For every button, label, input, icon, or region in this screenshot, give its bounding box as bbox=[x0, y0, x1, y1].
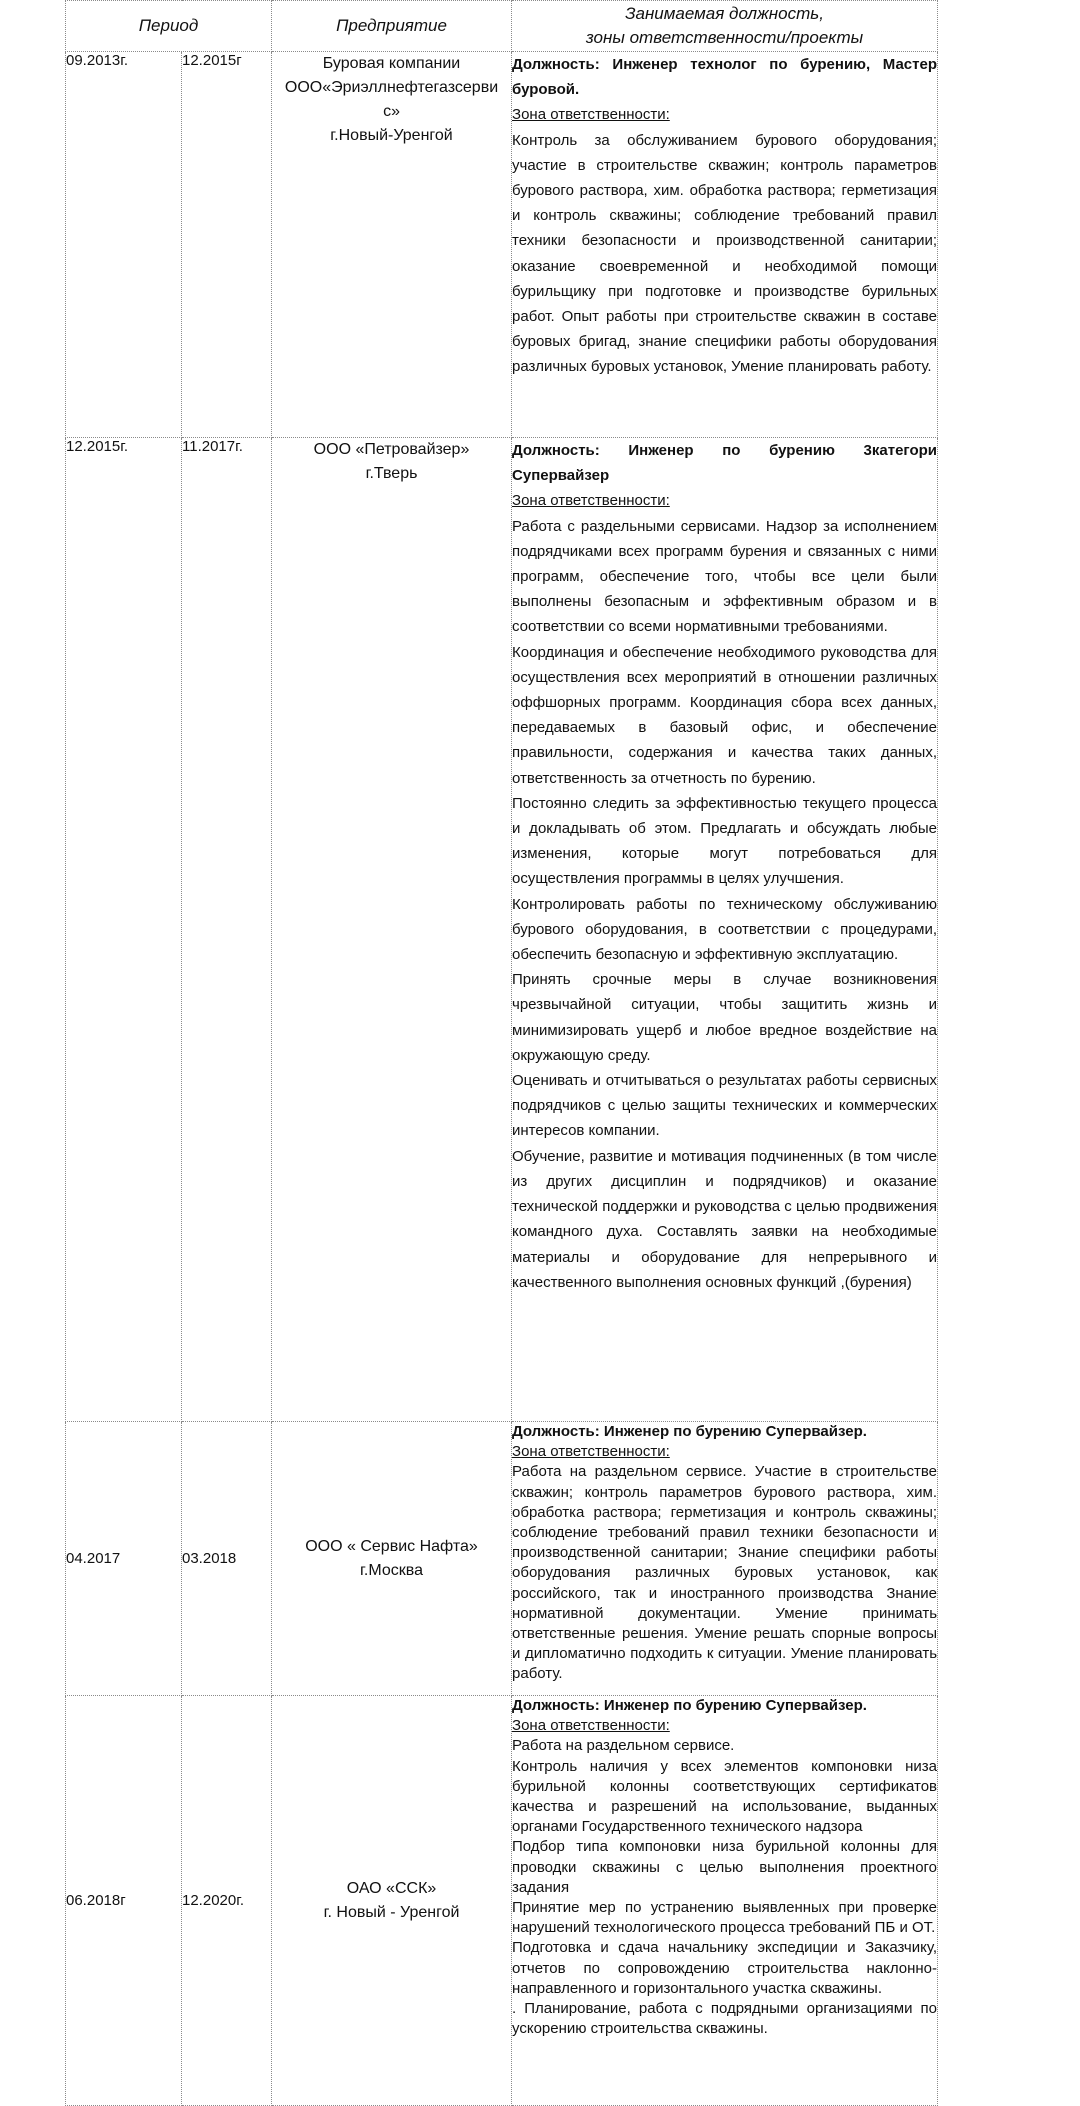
table-row bbox=[66, 1696, 938, 2106]
table-row bbox=[66, 52, 938, 438]
responsibility-label: Зона ответственности: bbox=[512, 492, 670, 510]
company-cell bbox=[272, 52, 512, 438]
company-cell bbox=[272, 1422, 512, 1696]
responsibility-paragraph: Контроль наличия у всех элементов компоновки низа бурильной колонны соответствующих сертификатов качества и разрешений на использование, выданных органами Государственного технического надзора bbox=[512, 1757, 938, 1836]
period-from: 06.2018г bbox=[66, 1696, 182, 2106]
description-cell bbox=[512, 1422, 938, 1696]
company-cell bbox=[272, 1696, 512, 2106]
header-position-line2: зоны ответственности/проекты bbox=[585, 28, 864, 47]
responsibility-paragraph: Работа с раздельными сервисами. Надзор за исполнением подрядчиками всех программ бурения и связанных с ними программ, обеспечение того, чтобы все цели были выполнены безопасным и эффективным образом и в соответствии со всеми нормативными требованиями. bbox=[512, 517, 938, 636]
period-from: 12.2015г. bbox=[66, 438, 182, 1422]
company-cell bbox=[272, 438, 512, 1422]
header-position bbox=[512, 1, 938, 52]
company-line: г.Новый-Уренгой bbox=[330, 127, 453, 144]
responsibility-label: Зона ответственности: bbox=[512, 1443, 670, 1461]
responsibility-paragraph: Контроль за обслуживанием бурового оборудования; участие в строительстве скважин; контроль параметров бурового раствора, хим. обработка раствора; герметизация и контроль скважины; соблюдение требований правил техники безопасности и производственной санитарии; оказание своевременной и необходимой помощи бурильщику при подготовке и производстве бурильных работ. Опыт работы при строительстве скважин в составе буровых бригад, знание специфики работы оборудования различных буровых установок, Умение планировать работу. bbox=[512, 131, 938, 376]
position-title: Должность: Инженер технолог по бурению, Мастер буровой. bbox=[512, 56, 938, 99]
responsibility-paragraph: Обучение, развитие и мотивация подчиненных (в том числе из других дисциплин и подрядчиков) и оказание технической поддержки и руководства с целью продвижения командного духа. Составлять заявки на необходимые материалы и оборудование для непрерывного и качественного выполнения основных функций ,(бурения) bbox=[512, 1147, 938, 1291]
period-from: 09.2013г. bbox=[66, 52, 182, 438]
responsibility-paragraph: Работа на раздельном сервисе. bbox=[512, 1737, 735, 1755]
position-title: Должность: Инженер по бурению Супервайзер. bbox=[512, 1423, 867, 1440]
company-line: г.Москва bbox=[360, 1561, 423, 1579]
responsibility-paragraph: Принять срочные меры в случае возникновения чрезвычайной ситуации, чтобы защитить жизнь и минимизировать ущерб и любое вредное воздействие на окружающую среду. bbox=[512, 971, 938, 1064]
company-line: ОАО «ССК» bbox=[346, 1879, 437, 1897]
company-line: ООО «Петровайзер» bbox=[313, 441, 470, 458]
period-from: 04.2017 bbox=[66, 1422, 182, 1696]
responsibility-label: Зона ответственности: bbox=[512, 106, 670, 124]
company-line: г.Тверь bbox=[365, 465, 418, 482]
table-row bbox=[66, 438, 938, 1422]
responsibility-paragraph: Оценивать и отчитываться о результатах работы сервисных подрядчиков с целью защиты технических и коммерческих интересов компании. bbox=[512, 1072, 938, 1140]
period-to: 03.2018 bbox=[182, 1422, 272, 1696]
company-line: с» bbox=[383, 103, 400, 120]
responsibility-label: Зона ответственности: bbox=[512, 1717, 670, 1735]
work-history-table bbox=[65, 0, 938, 2106]
description-cell bbox=[512, 52, 938, 438]
header-company: Предприятие bbox=[272, 1, 512, 52]
period-to: 12.2015г bbox=[182, 52, 272, 438]
responsibility-paragraph: Координация и обеспечение необходимого руководства для осуществления всех мероприятий в отношении различных оффшорных программ. Координация сбора всех данных, передаваемых в базовый офис, и обеспечение правильности, содержания и качества таких данных, ответственность за отчетность по бурению. bbox=[512, 643, 938, 787]
responsibility-paragraph: Работа на раздельном сервисе. Участие в строительстве скважин; контроль параметров бурового раствора, хим. обработка раствора; герметизация и контроль скважины; соблюдение требований правил техники безопасности и производственной санитарии; Знание специфики работы оборудования различных буровых установок, как российского, так и иностранного производства Знание нормативной документации. Умение принимать ответственные решения. Умение решать спорные вопросы и дипломатично подходить к ситуации. Умение планировать работу. bbox=[512, 1463, 938, 1683]
responsibility-paragraph: Подготовка и сдача начальнику экспедиции и Заказчику, отчетов по сопровождению строительства наклонно-направленного и горизонтального участка скважины. bbox=[512, 1939, 938, 1997]
company-line: ООО « Сервис Нафта» bbox=[305, 1537, 478, 1555]
period-to: 11.2017г. bbox=[182, 438, 272, 1422]
table-header-row bbox=[66, 1, 938, 52]
company-line: г. Новый - Уренгой bbox=[323, 1903, 460, 1921]
table-row bbox=[66, 1422, 938, 1696]
responsibility-paragraph: Контролировать работы по техническому обслуживанию бурового оборудования, в соответствии с процедурами, обеспечить безопасную и эффективную эксплуатацию. bbox=[512, 895, 938, 964]
header-period: Период bbox=[66, 1, 272, 52]
responsibility-paragraph: Постоянно следить за эффективностью текущего процесса и докладывать об этом. Предлагать и обсуждать любые изменения, которые могут потребоваться для осуществления программы в целях улучшения. bbox=[512, 794, 938, 888]
description-cell bbox=[512, 1696, 938, 2106]
responsibility-paragraph: . Планирование, работа с подрядными организациями по ускорению строительства скважины. bbox=[512, 2000, 938, 2038]
responsibility-paragraph: Принятие мер по устранению выявленных при проверке нарушений технологического процесса требований ПБ и ОТ. bbox=[512, 1899, 938, 1937]
description-cell bbox=[512, 438, 938, 1422]
period-to: 12.2020г. bbox=[182, 1696, 272, 2106]
company-line: ООО«Эриэллнефтегазсерви bbox=[284, 79, 499, 96]
position-title: Должность: Инженер по бурению 3категори Супервайзер bbox=[512, 442, 938, 485]
company-line: Буровая компании bbox=[322, 55, 461, 72]
position-title: Должность: Инженер по бурению Супервайзер. bbox=[512, 1697, 867, 1714]
header-position-line1: Занимаемая должность, bbox=[625, 4, 824, 23]
responsibility-paragraph: Подбор типа компоновки низа бурильной колонны для проводки скважины с целью выполнения проектного задания bbox=[512, 1838, 938, 1896]
